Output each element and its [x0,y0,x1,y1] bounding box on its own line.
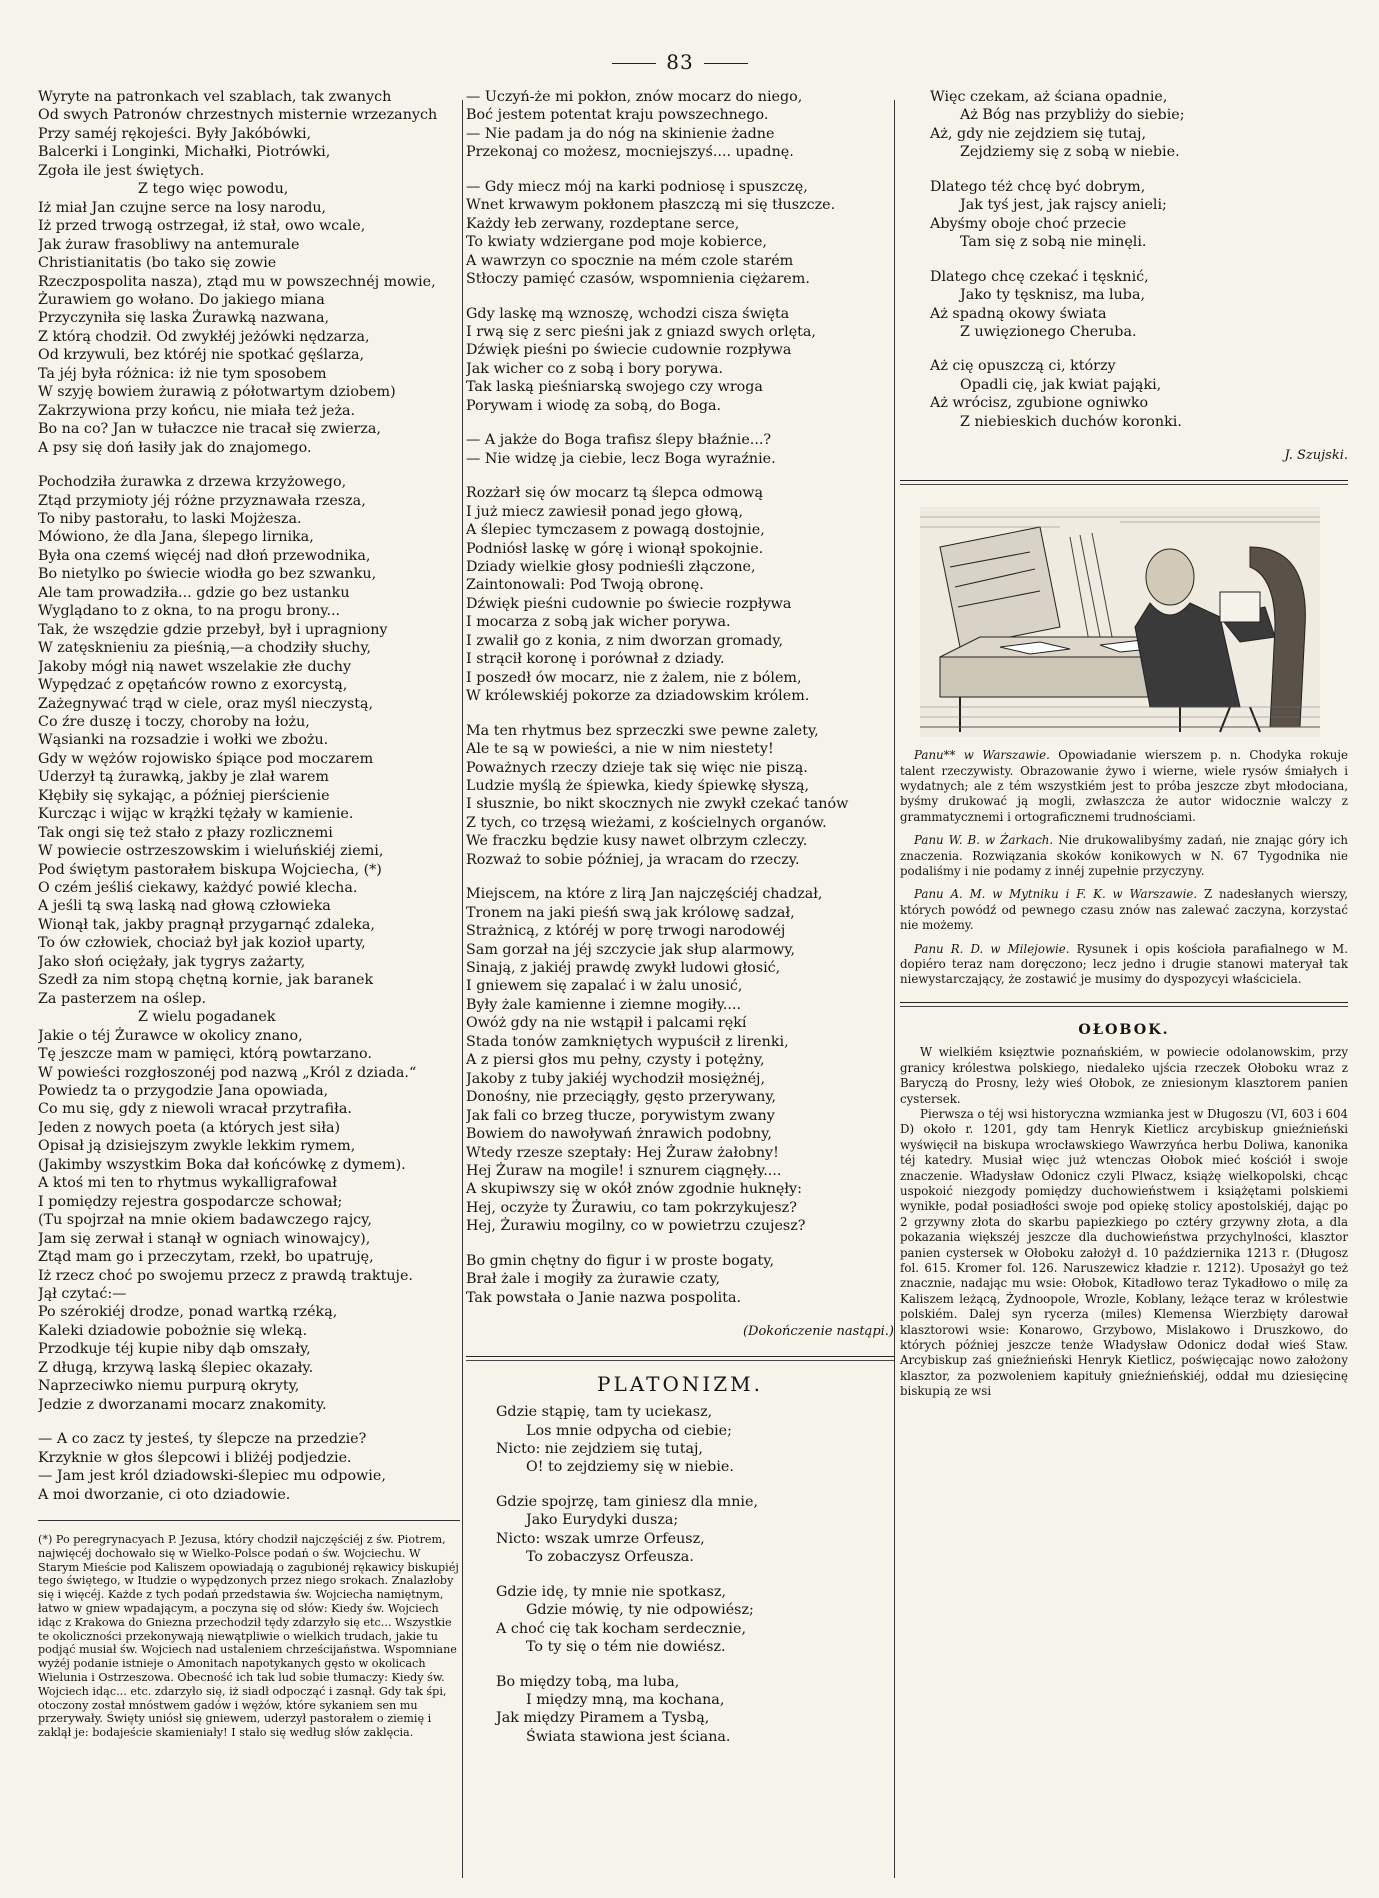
verse-line: O czém jeśliś ciekawy, każdyć powié klecha. [38,880,358,897]
verse-line: Gdzie spojrzę, tam giniesz dla mnie, [496,1493,759,1510]
verse-line: Gdzie idę, ty mnie nie spotkasz, [496,1583,726,1600]
verse-line: Christianitatis (bo tako się zowie [38,255,277,272]
verse-line: I mocarza z sobą jak wicher porywa. [466,614,731,631]
verse-line: W królewskiéj pokorze za dziadowskim królem. [466,688,810,705]
verse-line: To ów człowiek, chociaż był jak kozioł uparty, [38,935,366,952]
verse-line: Gdy w wężów rojowisko śpiące pod moczarem [38,750,374,767]
verse-line: Porywam i wiodę za sobą, do Boga. [466,397,722,414]
verse-line: Donośny, nie przeciągły, gęsto przerywany, [466,1089,777,1106]
verse-line: Strażnicą, z któréj w porę trwogi narodowéj [466,923,786,940]
verse-line: Jakie o téj Żurawce w okolicy znano, [38,1027,303,1044]
verse-line: Kurcząc i wijąc w krążki tężały w kamienie. [38,806,354,823]
column-rule-2 [894,100,895,1878]
verse-line: Więc czekam, aż ściana opadnie, [930,89,1168,105]
platonizm-poem [466,1403,894,1746]
verse-line: — Uczyń-że mi pokłon, znów mocarz do niego, [466,89,803,105]
note-text: Opowiadanie wierszem p. n. Chodyka rokuje talent rzeczywisty. Obrazowanie żywo i wierne, wiele rysów śmiałych i wydatnych; ale z tém wszystkiém jest to próba jeszcze zbyt młodociana, byśmy drukować ją mogli, zwłaszcza że autor widocznie walczy z grammatycznemi i ortograficznemi trudnościami. [900,748,1348,824]
verse-line: Iż rzecz choć po swojemu przecz z prawdą traktuje. [38,1267,413,1284]
verse-line: Powiedz ta o przygodzie Jana opowiada, [38,1083,329,1100]
verse-line: I zwalił go z konia, z nim dworzan gromady, [466,632,784,649]
verse-line: — Nie widzę ja ciebie, lecz Boga wyraźnie. [466,450,776,467]
verse-line: Sinają, z jakiéj prawdę zwykł ludowi głosić, [466,960,781,977]
verse-line: O! to zejdziemy się w niebie. [526,1459,734,1476]
verse-line: — Jam jest król dziadowski-ślepiec mu odpowie, [38,1468,386,1485]
verse-line: Rozżarł się ów mocarz tą ślepca odmową [466,485,763,502]
verse-line: Przekonaj co możesz, mocniejszyś.... upadnę. [466,144,794,161]
page-number: 83 [600,50,760,74]
verse-line: Tak powstała o Janie nazwa pospolita. [466,1289,742,1306]
verse-line: Tak ongi się też stało z płazy rozlicznemi [38,824,333,841]
column-rule-1 [462,100,463,1878]
verse-line: W powiecie ostrzeszowskim i wieluńskiéj ziemi, [38,843,384,860]
verse-line: To niby pastorału, to laski Mojżesza. [38,510,302,527]
verse-line: Los mnie odpycha od ciebie; [526,1422,732,1439]
note-text: Rysunek i opis kościoła parafialnego w M. dopiéro teraz nam doręczono; lecz jedno i drugie stanowi materyał tak niewystarczający, że zostawić je musimy do dyspozycyi właściciela. [900,941,1348,987]
stanza [466,1403,894,1477]
verse-line: A psy się doń łasiły jak do znajomego. [38,439,312,456]
stanza [466,885,894,1236]
verse-line: Aż Bóg nas przybliży do siebie; [960,107,1185,124]
footnote: (*) Po peregrynacyach P. Jezusa, który chodził najczęściéj z św. Piotrem, najwięcéj dochowało się w Wielko-Polsce podań o św. Wojciechu. W Starym Mieście pod Kaliszem opowiadają o zagubionéj rękawicy biskupiéj tego świętego, w Itudzie o wypędzonych przez niego srokach. Znalazłoby się i więcéj. Każde z tych podań przedstawia św. Wojciecha namiętnym, łatwo w gniew wpadającym, a poczyna się od słów: Kiedy św. Wojciech idąc z Krakowa do Gniezna przechodził tędy zdarzyło się etc... Wszystkie te okoliczności przekonywają niewątpliwie o wielkich trudach, jakie tu podjąć musiał św. Wojciech nad ustaleniem chrześcijaństwa. Wspomniane wyżéj podanie istnieje o Amonitach napotykanych gęsto w okolicach Wielunia i Ostrzeszowa. Obecność ich tak lud sobie tłumaczy: Kiedy św. Wojciech idąc... etc. zdarzyło się, iż siadł odpocząć i zasnął. Gdy tak śpi, otoczony został mnóstwem gadów i wężów, które sykaniem sen mu przerywały. Święty uniósł się gniewem, uderzył pastorałem o ziemię i zaklął je: bodajeście skamieniały! I stało się według słów zaklęcia. [38,1532,459,1740]
verse-line: Ale tam prowadziła... gdzie go bez ustanku [38,584,350,601]
verse-line: Z niebieskich duchów koronki. [960,413,1182,430]
verse-line: — Nie padam ja do nóg na skinienie żadne [466,125,775,142]
verse-line: Bo gmin chętny do figur i w proste bogaty, [466,1252,775,1269]
editorial-correspondence [900,748,1348,988]
verse-line: Bowiem do nawoływań żnrawich podobny, [466,1126,772,1143]
verse-line: Dźwięk pieśni po świecie cudownie rozpływa [466,342,792,359]
verse-line: Poważnych rzeczy dzieje tak się więc nie piszą. [466,759,808,776]
verse-line: Świata stawiona jest ściana. [526,1728,731,1745]
verse-line: Nicto: nie zejdziem się tutaj, [496,1441,703,1457]
verse-line: W zatęsknieniu za pieśnią,—a chodziły słuchy, [38,640,372,657]
section-divider [466,1356,894,1361]
verse-line: Gdzie mówię, ty nie odpowiész; [526,1602,754,1619]
verse-line: Jak tyś jest, jak rajscy anieli; [960,197,1167,214]
stanza [466,1583,894,1657]
verse-line: Zejdziemy się z sobą w niebie. [960,144,1180,161]
stanza [466,88,894,162]
verse-line: Zgoła ile jest świętych. [38,162,205,179]
verse-line: Aż, gdy nie zejdziem się tutaj, [930,125,1147,142]
verse-line: Jako ty tęsknisz, ma luba, [960,287,1146,304]
verse-line: Krzyknie w głos ślepcowi i bliżéj podjedzie. [38,1449,352,1466]
verse-line: — A co zacz ty jesteś, ty ślepcze na przedzie? [38,1431,367,1448]
column-2 [466,88,894,1762]
verse-line: Jako słoń ociężały, jak tygrys zażarty, [38,953,306,970]
correspondence-note [900,748,1348,825]
verse-line: Mówiono, że dla Jana, ślepego lirnika, [38,529,314,546]
verse-line: Podniósł laskę w górę i wionął spokojnie. [466,540,764,557]
verse-line: Iż przed trwogą ostrzegał, iż stał, owo wcale, [38,218,366,235]
stanza [466,1252,894,1307]
verse-line: Przodkuje téj kupie niby dąb omszały, [38,1341,311,1358]
verse-line: Uderzył tą żurawką, jakby je zlał warem [38,769,329,786]
note-recipient: Panu A. M. w Mytniku i F. K. w Warszawie. [914,887,1198,902]
verse-line: A wawrzyn co spocznie na mém czole starém [466,252,794,269]
verse-line: Żurawiem go wołano. Do jakiego miana [38,291,325,308]
verse-line: W powieści rozgłoszonéj pod nazwą „Król z dziada.“ [38,1064,417,1081]
correspondence-note [900,942,1348,988]
verse-line: A skupiwszy się w okół znów zgodnie huknęły: [466,1181,802,1198]
article-paragraph: W wielkiém księztwie poznańskiém, w powiecie odolanowskim, przy granicy królestwa polskiego, niedaleko ujścia rzeczek Ołoboku wraz z Baryczą do Prosny, leży wieś Ołobok, ze zniesionym klasztorem panien cystersek. [900,1045,1348,1106]
verse-line: Były żale kamienne i ziemne mogiły.... [466,996,742,1013]
note-text: Nie drukowalibyśmy zadań, nie znając góry ich znaczenia. Rozwiązania skoków konikowych w N. 67 Tygodnika nie podaliśmy i nie podamy z innéj zupełnie przyczyny. [900,833,1348,878]
verse-line: Tę jeszcze mam w pamięci, którą powtarzano. [38,1046,372,1063]
verse-line: Wnet krwawym pokłonem płaszczą mi się tłuszcze. [466,197,836,214]
verse-line: Kaleki dziadowie pobożnie się wleką. [38,1322,308,1339]
verse-line: Za pasterzem na oślep. [38,990,207,1007]
correspondence-note [900,887,1348,933]
stanza [466,484,894,705]
verse-line: Jam się zerwał i stanął w ogniach winowajcy), [38,1230,371,1247]
stanza [466,722,894,870]
verse-line: To kwiaty wdziergane pod moje kobierce, [466,234,767,251]
verse-line: To ty się o tém nie dowiész. [526,1639,726,1656]
note-recipient: Panu** w Warszawie. [914,748,1050,763]
verse-line: Dźwięk pieśni cudownie po świecie rozpływa [466,595,792,612]
verse-line: — A jakże do Boga trafisz ślepy błaźnie...? [466,432,772,449]
verse-line: Miejscem, na które z lirą Jan najczęściéj chadzał, [466,886,823,903]
verse-line: Stada tonów zamkniętych wypuścił z lirenki, [466,1033,789,1050]
verse-line: Wyglądano to z okna, to na progu brony... [38,603,341,620]
verse-line: I poszedł ów mocarz, nie z żalem, nie z bólem, [466,669,802,686]
verse-line: Jak żuraw frasobliwy na antemurale [38,236,300,253]
note-recipient: Panu W. B. w Żarkach. [914,833,1054,848]
verse-line: Ta jéj była różnica: iż nie tym sposobem [38,365,327,382]
note-recipient: Panu R. D. w Milejowie. [914,941,1070,956]
stanza [466,305,894,416]
verse-line: Z którą chodził. Od zwykłéj jeżówki nędzarza, [38,328,370,345]
verse-line: Brał żale i mogiły za żurawie czaty, [466,1271,720,1288]
verse-line: Zażegnywać trąd w ciele, oraz myśl nieczystą, [38,695,374,712]
verse-line: Jako Eurydyki dusza; [526,1512,679,1529]
verse-line: Opisał ją dzisiejszym zwykle lekkim rymem, [38,1138,356,1155]
verse-line: Gdy laskę mą wznoszę, wchodzi cisza święta [466,305,790,322]
verse-line: Jeden z nowych poeta (a których jest siła) [38,1119,341,1136]
verse-line: (Tu spojrzał na mnie okiem badawczego rajcy, [38,1212,372,1229]
verse-line: Z tego więc powodu, [138,181,289,198]
verse-line: Ztąd przymioty jéj różne przyznawała rzesza, [38,492,366,509]
verse-line: Ludzie myślą że śpiewka, kiedy śpiewkę słyszą, [466,777,810,794]
verse-line: Jak wicher co z sobą i bory porywa. [466,360,724,377]
verse-line: I strącił koronę i porównał z dziady. [466,651,725,668]
verse-line: I gniewem się zapalać i w żalu unosić, [466,978,743,995]
verse-line: — Gdy miecz mój na karki podniosę i spuszczę, [466,178,808,195]
stanza [900,268,1348,342]
verse-line: I pomiędzy rejestra gospodarcze schował; [38,1193,343,1210]
verse-line: Gdzie stąpię, tam ty uciekasz, [496,1404,713,1421]
verse-line: Bo między tobą, ma luba, [496,1673,680,1690]
verse-line: Rozważ to sobie później, ja wracam do rzeczy. [466,851,800,868]
verse-line: Każdy łeb zerwany, rozdeptane serce, [466,215,740,232]
verse-line: A z piersi głos mu pełny, czysty i potężny, [466,1052,765,1069]
verse-line: Jak fali co brzeg tłucze, porywistym zwany [466,1107,775,1124]
verse-line: Zaintonowali: Pod Twoją obronę. [466,577,704,594]
verse-line: Wyryte na patronkach vel szablach, tak zwanych [38,89,392,105]
verse-line: Hej Żuraw na mogile! i sznurem ciągnęły.... [466,1163,782,1180]
verse-line: Zakrzywiona przy końcu, nie miała też jeża. [38,402,356,419]
poem-stanzas-col2 [466,88,894,1307]
engraving-reading-man [920,507,1320,737]
verse-line: Ale te są w powieści, a nie w nim niestety! [466,741,774,758]
verse-line: Abyśmy oboje choć przecie [930,215,1127,232]
verse-line: Jął czytać:— [38,1286,127,1302]
verse-line: A jeśli tą swą laską nad głową człowieka [38,898,331,915]
verse-line: Kłębiły się sykając, a później pierścienie [38,787,330,804]
verse-line: Jakoby z tuby jakiéj wychodził mosiężnéj, [466,1070,766,1087]
stanza [466,431,894,468]
verse-line: Aż wrócisz, zgubione ogniwko [930,395,1149,412]
verse-line: Bo na co? Jan w tułaczce nie tracał się zwierza, [38,421,381,438]
verse-line: Stłoczy pamięć czasów, wspomnienia ciężarem. [466,271,810,288]
article-paragraph: Pierwsza o téj wsi historyczna wzmianka jest w Długoszu (VI, 603 i 604 D) około r. 1201, gdy tam Henryk Kietlicz arcybiskup gnieźnieński wyświęcił na biskupa wrocławskiego Wawrzyńca herbu Doliwa, kanonika téj katedry. Musiał więc już wtenczas Ołobok mieć kościół i swoje znaczenie. Władysław Odonicz czyli Plwacz, książę wielkopolski, chcąc uspokoić niezgody pomiędzy duchowieństwem i książętami polskiemi wynikłe, podał posiadłości swoje pod opiekę stolicy apostolskiéj, dając po 2 grzywny złota do skarbu papiezkiego po cztéry grzywny złota, a dla pokazania większéj jeszcze dla duchowieństwa przychylności, klasztor panien cystersek w Ołoboku założył d. 10 października 1213 r. (Długosz fol. 615. Kromer fol. 126. Naruszewicz kładzie r. 1212). Uposażył go też znacznie, nadając mu wsie: Ołobok, Kitadłowo teraz Tykadłowo o milę za Kaliszem leżącą, Żydnoopole, Wrozle, Koblany, leżące teraz w królestwie polskiém. Dalej syn rycerza (miles) Klemensa Wierzbięty darował klasztorowi wsie: Konarowo, Grzybowo, Mislakowo i Druszkowo, do których później jeszcze tenże Władysław Odonicz dodał wieś Staw. Arcybiskup zaś gnieźnieński Henryk Kietlicz, poświęcając nowo założony klasztor, za pozwoleniem kapituły gnieźnieńskiéj, oddał mu dziesięcinę biskupią ze wsi [900,1106,1348,1399]
verse-line: Dlatego chcę czekać i tęsknić, [930,268,1149,285]
verse-line: Pochodziła żurawka z drzewa krzyżowego, [38,474,347,491]
verse-line: Z uwięzionego Cheruba. [960,323,1137,340]
verse-line: Hej, oczyże ty Żurawiu, co tam pokrzykujesz? [466,1199,797,1216]
verse-line: I między mną, ma kochana, [526,1691,725,1708]
verse-line: A moi dworzanie, ci oto dziadowie. [38,1486,291,1503]
stanza [466,1493,894,1567]
correspondence-note [900,833,1348,879]
verse-line: Z tych, co trzęsą wieżami, z kościelnych organów. [466,814,827,831]
verse-line: Jak między Piramem a Tysbą, [496,1710,710,1727]
column-3 [900,88,1348,1400]
verse-line: Iż miał Jan czujne serce na losy narodu, [38,199,327,216]
column-1 [38,88,460,1740]
platonizm-continuation [900,88,1348,431]
stanza [466,178,894,289]
verse-line: Hej, Żurawiu mogilny, co w powietrzu czujesz? [466,1218,806,1235]
verse-line: Ma ten rhytmus bez sprzeczki swe pewne zalety, [466,722,819,739]
verse-line: Bo nietylko po świecie wiodła go bez szwanku, [38,566,377,583]
verse-line: Wionął tak, jakby pragnął przygarnąć zdaleka, [38,916,375,933]
platonizm-title: PLATONIZM. [597,1371,763,1396]
verse-line: I rwą się z serc pieśni jak z gniazd swych orlęta, [466,323,816,340]
verse-line: Balcerki i Longinki, Michałki, Piotrówki, [38,144,331,161]
verse-line: Przy saméj rękojeści. Były Jakóbówki, [38,125,312,142]
verse-line: Przyczyniła się laska Żurawką nazwana, [38,310,330,327]
stanza [466,1673,894,1747]
verse-line: Dlatego téż chcę być dobrym, [930,178,1146,195]
note-text: Z nadesłanych wierszy, których powódź od pewnego czasu znów nas zalewać zaczyna, korzystać nie możemy. [900,887,1348,933]
stanza [900,357,1348,431]
article-title: OŁOBOK. [1078,1021,1170,1038]
continuation-note: (Dokończenie nastąpi.) [742,1324,894,1340]
verse-line: Jakoby mógł nią nawet wszelakie złe duchy [38,658,352,675]
verse-line: Aż cię opuszczą ci, którzy [930,358,1116,375]
verse-line: (Jakimby wszystkim Boka dał końcówkę z dymem). [38,1156,406,1173]
article-body [900,1045,1348,1399]
verse-line: I słusznie, bo nikt skocznych nie zwykł czekać tanów [466,796,849,813]
verse-line: Była ona czemś więcéj nad dłoń przewodnika, [38,547,371,564]
verse-line: A choć cię tak kocham serdecznie, [496,1620,746,1637]
verse-line: Co źre duszę i toczy, choroby na łożu, [38,713,310,730]
verse-line: Po szérokiéj drodze, ponad wartką rzéką, [38,1304,338,1321]
verse-line: Tam się z sobą nie minęli. [960,234,1147,251]
verse-line: Z długą, krzywą laską ślepiec okazały. [38,1359,314,1376]
verse-line: W szyję bowiem żurawią z półotwartym dziobem) [38,384,396,401]
stanza [38,473,460,1414]
verse-line: Z wielu pogadanek [138,1009,276,1026]
verse-line: A ślepiec tymczasem z powagą dostojnie, [466,522,765,539]
verse-line: Tak laską pieśniarską swojego czy wroga [466,379,763,396]
verse-line: Rzeczpospolita nasza), ztąd mu w powszechnéj mowie, [38,273,436,290]
footnote-divider [38,1520,460,1521]
poem-signature: J. Szujski. [1284,448,1348,464]
verse-line: Wtedy rzesze szeptały: Hej Żuraw żałobny! [466,1144,779,1161]
verse-line: To zobaczysz Orfeusza. [526,1549,694,1566]
stanza [38,88,460,457]
verse-line: Nicto: wszak umrze Orfeusz, [496,1530,705,1547]
verse-line: Boć jestem potentat kraju powszechnego. [466,107,769,124]
verse-line: A ktoś mi ten to rhytmus wykalligrafował [38,1175,337,1192]
verse-line: Pod świętym pastorałem biskupa Wojciecha, (*) [38,861,382,878]
verse-line: Jedzie z dworzanami mocarz znakomity. [38,1396,327,1413]
verse-line: I już miecz zawiesił ponad jego głową, [466,503,744,520]
poem-stanzas-col1 [38,88,460,1504]
section-divider [900,1002,1348,1007]
verse-line: Ztąd mam go i przeczytam, rzekł, bo upatruję, [38,1249,374,1266]
verse-line: We fraczku będzie kusy nawet olbrzym czleczy. [466,833,808,850]
verse-line: Od swych Patronów chrzestnych misternie wrzezanych [38,107,438,124]
verse-line: Opadli cię, jak kwiat pająki, [960,376,1162,393]
verse-line: Wąsianki na rozsadzie i wołki we zbożu. [38,732,329,749]
verse-line: Tak, że wszędzie gdzie przebył, był i upragniony [38,621,388,638]
verse-line: Co mu się, gdy z niewoli wracał przytrafiła. [38,1101,352,1118]
verse-line: Dziady wielkie głosy podnieśli złączone, [466,558,756,575]
stanza [900,178,1348,252]
verse-line: Tronem na jaki pieśń swą jak królowę sadzał, [466,904,795,921]
verse-line: Aż spadną okowy świata [930,305,1107,322]
verse-line: Sam gorzał na jéj szczycie jak słup alarmowy, [466,941,796,958]
section-divider [900,480,1348,485]
verse-line: Owóż gdy na nie wstąpił i palcami rękí [466,1015,747,1032]
stanza [900,88,1348,162]
verse-line: Wypędzać z opętańców rowno z exorcystą, [38,677,348,694]
verse-line: Od krzywuli, bez któréj nie spotkać gęślarza, [38,347,365,364]
verse-line: Szedł za nim stopą chętną kornie, jak baranek [38,972,374,989]
verse-line: Naprzeciwko niemu purpurą okryty, [38,1378,300,1395]
stanza [38,1430,460,1504]
